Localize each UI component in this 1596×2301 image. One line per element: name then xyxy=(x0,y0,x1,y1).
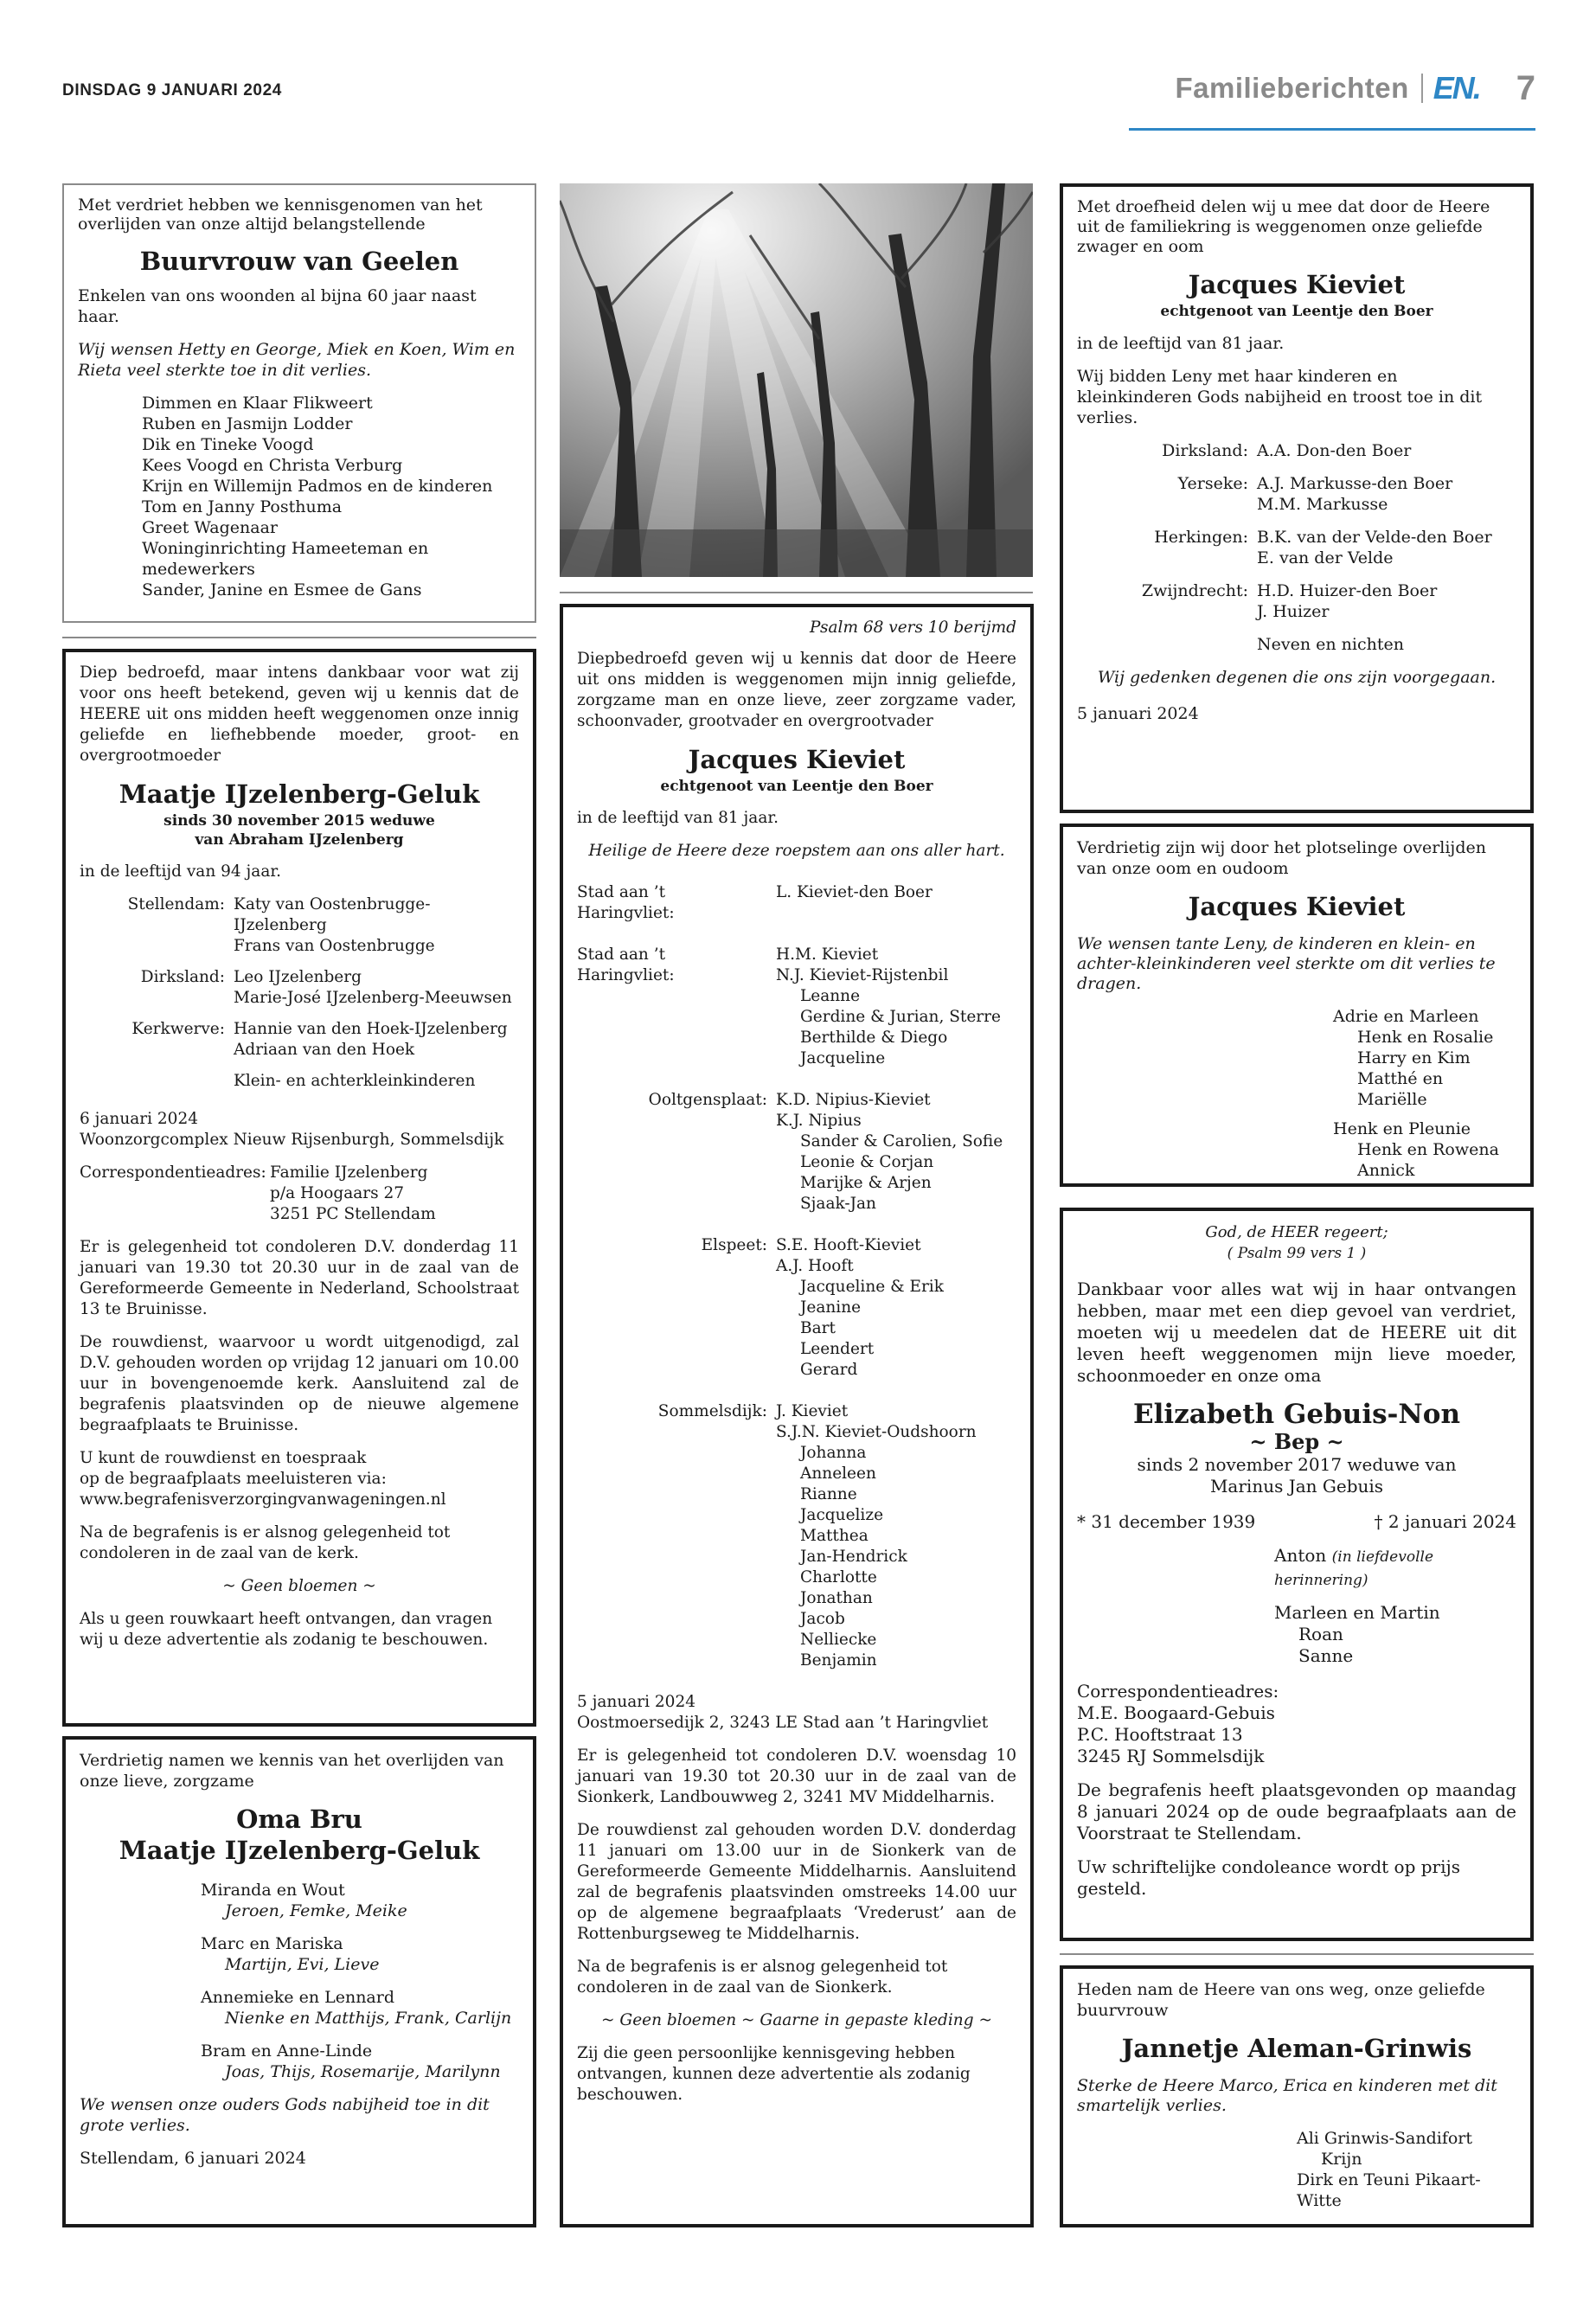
age-line: in de leeftijd van 94 jaar. xyxy=(80,862,282,881)
life-dates xyxy=(1077,1511,1516,1533)
family-name: L. Kieviet-den Boer xyxy=(776,883,933,901)
address-line: P.C. Hooftstraat 13 xyxy=(1077,1724,1243,1745)
family-place xyxy=(80,894,519,957)
section-title: Familieberichten xyxy=(1175,72,1409,104)
no-flowers-note: ~ Geen bloemen ~ Gaarne in gepaste kleding ~ xyxy=(601,2011,992,2029)
card-note: Zij die geen persoonlijke kennisgeving hebben ontvangen, kunnen deze advertentie als zodanig beschouwen. xyxy=(577,2044,971,2104)
family-place xyxy=(577,882,1016,924)
place-label: Stad aan ’t Haringvliet: xyxy=(577,945,675,984)
grandchild: Jacob xyxy=(800,1610,845,1628)
grandchild: Nelliecke xyxy=(800,1631,877,1649)
family-name: S.E. Hooft-Kieviet xyxy=(776,1236,921,1254)
family-place xyxy=(577,945,1016,1069)
deceased-name: Jannetje Aleman-Grinwis xyxy=(1121,2034,1472,2063)
family-name: K.D. Nipius-Kieviet xyxy=(776,1091,931,1109)
forest-sunbeams-photo xyxy=(560,183,1033,577)
death-location: Woonzorgcomplex Nieuw Rijsenburgh, Sommelsdijk xyxy=(80,1131,504,1149)
family-name: Klein- en achterkleinkinderen xyxy=(234,1072,476,1090)
grandchild: Gerdine & Jurian, Sterre xyxy=(800,1008,1001,1026)
family-place xyxy=(577,1090,1016,1215)
family-name: E. van der Velde xyxy=(1257,548,1394,567)
place-label: Dirksland: xyxy=(1162,441,1248,460)
listen-info: op de begraafplaats meeluisteren via: xyxy=(80,1470,387,1488)
death-date: † 2 januari 2024 xyxy=(1374,1511,1516,1532)
ad-intro: Verdrietig namen we kennis van het overlijden van onze lieve, zorgzame xyxy=(80,1751,504,1791)
family-name: N.J. Kieviet-Rijstenbil xyxy=(776,966,949,984)
after-burial-info: Na de begrafenis is er alsnog gelegenheid tot condoleren in de zaal van de Sionkerk. xyxy=(577,1958,948,1997)
condolence-info: Uw schriftelijke condoleance wordt op prijs gesteld. xyxy=(1077,1856,1460,1899)
column-rule xyxy=(560,592,1033,593)
signer: Harry en Kim xyxy=(1357,1048,1471,1067)
spouse-line: echtgenoot van Leentje den Boer xyxy=(660,778,933,795)
address-line: 3251 PC Stellendam xyxy=(270,1205,436,1223)
family-place xyxy=(1077,527,1516,568)
grandchild: Jacqueline xyxy=(800,1049,886,1067)
signer: Annick xyxy=(1357,1161,1415,1180)
family-name: Roan xyxy=(1298,1624,1343,1644)
family-place xyxy=(80,1071,519,1092)
newspaper-logo: EN. xyxy=(1433,70,1480,106)
kids: Nienke en Matthijs, Frank, Carlijn xyxy=(225,2009,512,2028)
signers-list xyxy=(1297,2128,1516,2211)
correspondence-label: Correspondentieadres: xyxy=(1077,1681,1279,1702)
age-line: in de leeftijd van 81 jaar. xyxy=(577,809,779,827)
condolence-info: Er is gelegenheid tot condoleren D.V. donderdag 11 januari van 19.30 tot 20.30 uur in de zaal van de Gereformeerde Gemeente in Nederland, Schoolstraat 13 te Bruinisse. xyxy=(80,1238,519,1318)
header-rule xyxy=(1129,128,1535,131)
ad-intro: Heden nam de Heere van ons weg, onze geliefde buurvrouw xyxy=(1077,1980,1485,2020)
grandchild: Jacqueline & Erik xyxy=(800,1278,944,1296)
spouse-line: echtgenoot van Leentje den Boer xyxy=(1160,303,1433,320)
after-burial-info: Na de begrafenis is er alsnog gelegenheid tot condoleren in de zaal van de kerk. xyxy=(80,1523,451,1562)
family-name: Anton xyxy=(1274,1545,1327,1566)
header-divider xyxy=(1421,74,1423,103)
family-name: Adriaan van den Hoek xyxy=(234,1041,415,1059)
ad-jacques-kieviet-family xyxy=(560,604,1034,2227)
kids: Joas, Thijs, Rosemarije, Marilynn xyxy=(225,2062,501,2081)
home-address: Oostmoersedijk 2, 3243 LE Stad aan ’t Haringvliet xyxy=(577,1714,989,1732)
family-name: H.D. Huizer-den Boer xyxy=(1257,581,1438,600)
ad-maatje-ijzelenberg xyxy=(62,649,536,1727)
grandchild: Jacquelize xyxy=(800,1506,884,1524)
grandchild: Leanne xyxy=(800,987,861,1005)
place-label xyxy=(1077,634,1248,655)
place-label: Kerkwerve: xyxy=(131,1020,225,1038)
place-label: Ooltgensplaat: xyxy=(648,1091,767,1109)
website-link[interactable]: www.begrafenisverzorgingvanwageningen.nl xyxy=(80,1490,446,1509)
psalm-reference: ( Psalm 99 vers 1 ) xyxy=(1227,1245,1367,1262)
listen-info: U kunt de rouwdienst en toespraak xyxy=(80,1449,367,1467)
ad-text: Enkelen van ons woonden al bijna 60 jaar naast haar. xyxy=(78,286,477,326)
family-name: Marie-José IJzelenberg-Meeuwsen xyxy=(234,989,512,1007)
birth-date: * 31 december 1939 xyxy=(1077,1511,1256,1532)
kids: Martijn, Evi, Lieve xyxy=(225,1955,380,1974)
ad-intro: Diepbedroefd geven wij u kennis dat door de Heere uit ons midden is weggenomen mijn innig geliefde, zorgzame man en onze lieve, zeer zorgzame vader, schoonvader, grootvader en overgrootvader xyxy=(577,650,1016,730)
ad-jacques-kieviet-in-laws xyxy=(1060,183,1534,813)
widow-line: sinds 30 november 2015 weduwe xyxy=(163,812,435,830)
grandchild: Leonie & Corjan xyxy=(800,1153,934,1171)
family-name: B.K. van der Velde-den Boer xyxy=(1257,528,1492,547)
address-line: Familie IJzelenberg xyxy=(270,1163,428,1182)
parents: Bram en Anne-Linde xyxy=(201,2041,373,2061)
signer: Dirk en Teuni Pikaart-Witte xyxy=(1297,2170,1481,2210)
signer: Henk en Pleunie xyxy=(1333,1119,1471,1138)
age-line: in de leeftijd van 81 jaar. xyxy=(1077,334,1285,353)
ad-intro: Diep bedroefd, maar intens dankbaar voor wat zij voor ons heeft betekend, geven wij u kennis dat de HEERE uit ons midden heeft weggenomen onze innig geliefde en liefhebbende moeder, groot- en overgrootmoeder xyxy=(80,663,519,765)
family-name: J. Kieviet xyxy=(776,1402,849,1420)
grandchild: Sander & Carolien, Sofie xyxy=(800,1132,1003,1150)
card-note: Als u geen rouwkaart heeft ontvangen, dan vragen wij u deze advertentie als zodanig te beschouwen. xyxy=(80,1610,493,1649)
place-label: Yerseke: xyxy=(1177,474,1248,493)
death-date: 5 januari 2024 xyxy=(577,1693,695,1711)
parents: Miranda en Wout xyxy=(201,1881,345,1900)
address-line: p/a Hoogaars 27 xyxy=(270,1184,405,1202)
column-rule xyxy=(1060,1953,1534,1955)
ad-jannetje-aleman-grinwis xyxy=(1060,1965,1534,2227)
grandchild: Matthea xyxy=(800,1527,869,1545)
grandchildren-list xyxy=(201,1880,519,2082)
page-number: 7 xyxy=(1516,68,1535,107)
service-info: De rouwdienst, waarvoor u wordt uitgenodigd, zal D.V. gehouden worden op vrijdag 12 januari om 10.00 uur in bovengenoemde kerk. Aansluitend zal de begrafenis plaatsvinden op de nieuwe algemene begraafplaats te Bruinisse. xyxy=(80,1333,519,1434)
correspondence-label: Correspondentieadres: xyxy=(80,1163,266,1182)
place-label: Elspeet: xyxy=(701,1236,767,1254)
ad-intro: Met droefheid delen wij u mee dat door de Heere uit de familiekring is weggenomen onze geliefde zwager en oom xyxy=(1077,197,1490,256)
signer: Kees Voogd en Christa Verburg xyxy=(142,456,403,475)
family-place xyxy=(1077,473,1516,515)
grandchild: Charlotte xyxy=(800,1568,877,1586)
signers-list xyxy=(1333,1006,1516,1181)
widow-line: van Abraham IJzelenberg xyxy=(195,831,404,849)
ad-intro: Met verdriet hebben we kennisgenomen van het overlijden van onze altijd belangstellende xyxy=(78,195,483,234)
family-name: S.J.N. Kieviet-Oudshoorn xyxy=(776,1423,977,1441)
family-name: Leo IJzelenberg xyxy=(234,968,362,986)
grandchild: Marijke & Arjen xyxy=(800,1174,932,1192)
family-name: Neven en nichten xyxy=(1257,635,1404,654)
deceased-name: Elizabeth Gebuis-Non xyxy=(1133,1399,1460,1430)
place-label: Stellendam: xyxy=(127,895,225,913)
grandchild: Sjaak-Jan xyxy=(800,1195,876,1213)
family-place xyxy=(80,967,519,1009)
deceased-name: Jacques Kieviet xyxy=(688,745,906,774)
grandchild: Berthilde & Diego xyxy=(800,1029,948,1047)
death-date: 5 januari 2024 xyxy=(1077,704,1199,723)
family-name: Sanne xyxy=(1298,1645,1354,1666)
ad-wish: Sterke de Heere Marco, Erica en kinderen met dit smartelijk verlies. xyxy=(1077,2076,1497,2115)
ad-oma-bru xyxy=(62,1736,536,2227)
family-name: Frans van Oostenbrugge xyxy=(234,937,435,955)
signer: Krijn en Willemijn Padmos en de kinderen xyxy=(142,477,493,496)
deceased-name: Buurvrouw van Geelen xyxy=(139,247,459,276)
burial-info: De begrafenis heeft plaatsgevonden op maandag 8 januari 2024 op de oude begraafplaats aan de Voorstraat te Stellendam. xyxy=(1077,1779,1516,1843)
deceased-name: Jacques Kieviet xyxy=(1188,892,1406,921)
ad-wish: Wij bidden Leny met haar kinderen en kleinkinderen Gods nabijheid en troost toe in dit verlies. xyxy=(1077,367,1483,427)
signer: Krijn xyxy=(1321,2150,1362,2169)
family-name: H.M. Kieviet xyxy=(776,945,879,964)
family-place xyxy=(1077,580,1516,622)
widow-line: Marinus Jan Gebuis xyxy=(1209,1476,1384,1497)
signer: Henk en Rosalie xyxy=(1357,1028,1494,1047)
place-label: Sommelsdijk: xyxy=(657,1402,767,1420)
deceased-nickname: Oma Bru xyxy=(236,1804,362,1834)
ad-wish: Wij wensen Hetty en George, Miek en Koen, Wim en Rieta veel sterkte toe in dit verlies. xyxy=(78,340,516,380)
address-line: 3245 RJ Sommelsdijk xyxy=(1077,1746,1265,1766)
family-name: Hannie van den Hoek-IJzelenberg xyxy=(234,1020,508,1038)
widow-line: sinds 2 november 2017 weduwe van xyxy=(1137,1454,1457,1475)
remembrance-line: Wij gedenken degenen die ons zijn voorgegaan. xyxy=(1097,668,1497,687)
signer: Woninginrichting Hameeteman en medewerkers xyxy=(142,539,429,579)
ad-buurvrouw-van-geelen xyxy=(62,183,536,623)
family-name: K.J. Nipius xyxy=(776,1112,862,1130)
family-place xyxy=(577,1401,1016,1671)
grandchild: Leendert xyxy=(800,1340,875,1358)
family-name: J. Huizer xyxy=(1257,602,1330,621)
signer: Sander, Janine en Esmee de Gans xyxy=(142,580,422,599)
signer: Ruben en Jasmijn Lodder xyxy=(142,414,353,433)
signer: Greet Wagenaar xyxy=(142,518,279,537)
parents: Marc en Mariska xyxy=(201,1934,343,1953)
parents: Annemieke en Lennard xyxy=(201,1988,395,2007)
address-line: M.E. Boogaard-Gebuis xyxy=(1077,1702,1275,1723)
bible-verse: God, de HEER regeert; xyxy=(1205,1223,1388,1241)
deceased-name: Maatje IJzelenberg-Geluk xyxy=(119,779,480,809)
kids: Jeroen, Femke, Meike xyxy=(225,1901,407,1920)
family-place xyxy=(1077,634,1516,655)
deceased-name: Maatje IJzelenberg-Geluk xyxy=(119,1836,480,1865)
signer: Ali Grinwis-Sandifort xyxy=(1297,2129,1473,2148)
grandchild: Rianne xyxy=(800,1485,857,1503)
family-place xyxy=(1077,440,1516,461)
grandchild: Benjamin xyxy=(800,1651,877,1670)
family-list xyxy=(1274,1602,1516,1667)
family-name: M.M. Markusse xyxy=(1257,495,1388,514)
ad-elizabeth-gebuis xyxy=(1060,1208,1534,1941)
family-place xyxy=(80,1019,519,1061)
ad-wish: We wensen tante Leny, de kinderen en klein- en achter-kleinkinderen veel sterkte om dit verlies te dragen. xyxy=(1077,934,1496,993)
service-info: De rouwdienst zal gehouden worden D.V. donderdag 11 januari om 13.00 uur in de Sionkerk van de Gereformeerde Gemeente Middelharnis. Aansluitend zal de begrafenis plaatsvinden omstreeks 14.00 uur op de algemene begraafplaats ‘Vrederust’ aan de Rottenburgseweg te Middelharnis. xyxy=(577,1821,1016,1943)
death-date: 6 januari 2024 xyxy=(80,1110,198,1128)
no-flowers-note: ~ Geen bloemen ~ xyxy=(222,1577,376,1595)
family-name: Katy van Oostenbrugge-IJzelenberg xyxy=(234,895,431,934)
ad-intro: Dankbaar voor alles wat wij in haar ontvangen hebben, maar met een diep gevoel van verdriet, moeten wij u meedelen dat de HEERE uit dit leven heeft weggenomen mijn lieve moeder, schoonmoeder en onze oma xyxy=(1077,1279,1516,1386)
place-label xyxy=(80,1071,225,1092)
deceased-name: Jacques Kieviet xyxy=(1188,270,1406,299)
signers-list xyxy=(142,393,521,600)
signer: Matthé en Mariëlle xyxy=(1357,1069,1444,1109)
grandchild: Jan-Hendrick xyxy=(800,1548,907,1566)
memorial-note: (in liefdevolle herinnering) xyxy=(1274,1548,1434,1589)
deceased-nickname: ~ Bep ~ xyxy=(1249,1429,1344,1454)
place-label: Herkingen: xyxy=(1154,528,1248,547)
ad-footer: Stellendam, 6 januari 2024 xyxy=(80,2149,306,2168)
grandchild: Anneleen xyxy=(800,1465,876,1483)
grandchild: Gerard xyxy=(800,1361,858,1379)
correspondence xyxy=(80,1163,519,1225)
ad-jacques-kieviet-nephews xyxy=(1060,824,1534,1187)
family-name: A.J. Hooft xyxy=(776,1257,854,1275)
page-date: DINSDAG 9 JANUARI 2024 xyxy=(62,81,282,99)
psalm-reference: Psalm 68 vers 10 berijmd xyxy=(810,619,1016,637)
grandchild: Johanna xyxy=(800,1444,867,1462)
family-name: A.A. Don-den Boer xyxy=(1257,441,1412,460)
masthead xyxy=(1175,67,1535,109)
place-label: Stad aan ’t Haringvliet: xyxy=(577,883,675,922)
family-name: Marleen en Martin xyxy=(1274,1602,1440,1623)
family-place xyxy=(577,1235,1016,1381)
signer: Adrie en Marleen xyxy=(1333,1007,1479,1026)
signer: Henk en Rowena xyxy=(1357,1140,1499,1159)
place-label: Zwijndrecht: xyxy=(1141,581,1248,600)
signer: Dik en Tineke Voogd xyxy=(142,435,314,454)
grandchild: Jonathan xyxy=(800,1589,873,1607)
column-rule xyxy=(62,637,536,638)
ad-wish: We wensen onze ouders Gods nabijheid toe in dit grote verlies. xyxy=(80,2095,490,2135)
condolence-info: Er is gelegenheid tot condoleren D.V. woensdag 10 januari van 19.30 tot 20.30 uur in de zaal van de Sionkerk, Landbouwweg 2, 3241 MV Middelharnis. xyxy=(577,1747,1016,1806)
place-label: Dirksland: xyxy=(140,968,225,986)
family-name: A.J. Markusse-den Boer xyxy=(1257,474,1453,493)
grandchild: Bart xyxy=(800,1319,836,1337)
grandchild: Jeanine xyxy=(800,1298,862,1317)
ad-intro: Verdrietig zijn wij door het plotselinge overlijden van onze oom en oudoom xyxy=(1077,838,1486,878)
signer: Tom en Janny Posthuma xyxy=(142,497,343,516)
bible-verse: Heilige de Heere deze roepstem aan ons aller hart. xyxy=(588,842,1005,860)
signer: Dimmen en Klaar Flikweert xyxy=(142,394,373,413)
anton-line xyxy=(1274,1545,1516,1592)
